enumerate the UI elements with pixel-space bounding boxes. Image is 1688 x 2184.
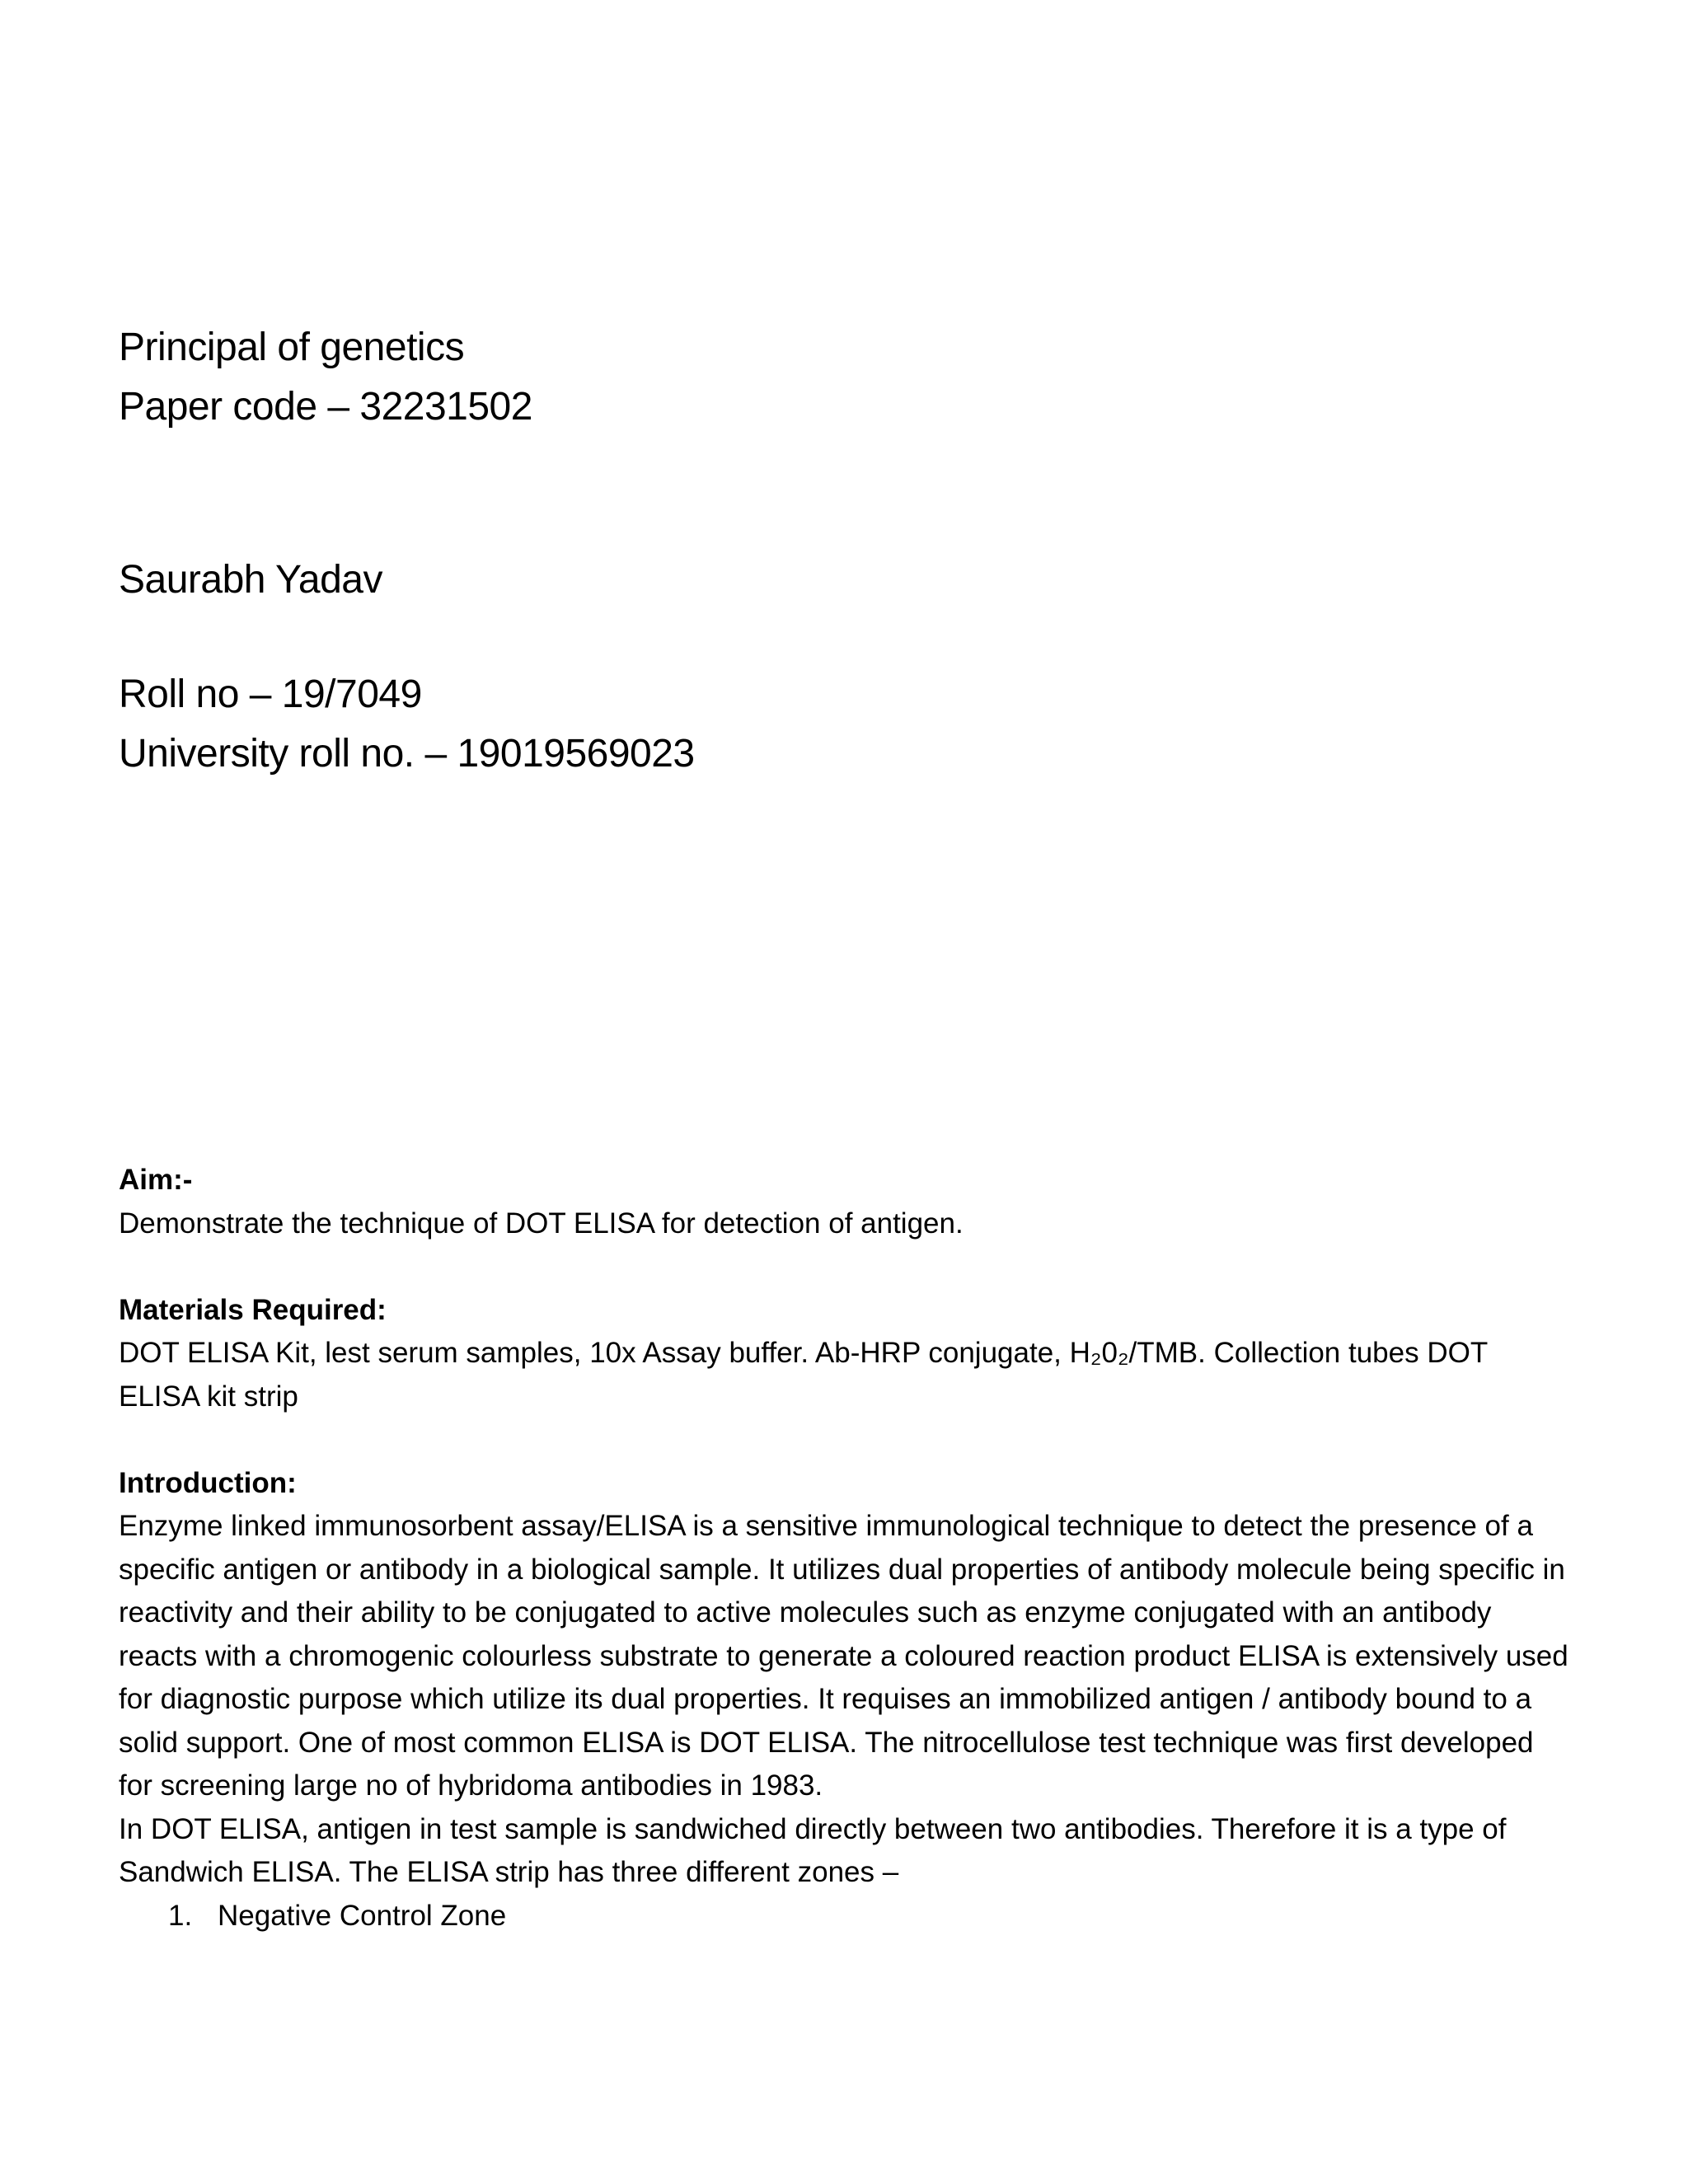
cover-block [119,318,1520,784]
introduction-paragraph-2: In DOT ELISA, antigen in test sample is sandwiched directly between two antibodies. Therefore it is a type of Sandwich ELISA. The ELISA strip has three different zones – [119,1812,1507,1888]
zones-list [119,1895,1569,1938]
list-item-number: 1. [168,1899,193,1932]
aim-text: Demonstrate the technique of DOT ELISA for detection of antigen. [119,1207,964,1240]
introduction-heading: Introduction: [119,1466,297,1499]
aim-heading: Aim:- [119,1164,193,1196]
university-roll-number: University roll no. – 19019569023 [119,732,695,776]
subject-title: Principal of genetics [119,326,465,369]
report-body [119,1159,1569,1938]
paper-code: Paper code – 32231502 [119,385,532,429]
materials-heading: Materials Required: [119,1293,387,1326]
introduction-paragraph-1: Enzyme linked immunosorbent assay/ELISA is a sensitive immunological technique to detect the presence of a specific antigen or antibody in a biological sample. It utilizes dual properties of antibody molecule being specific in reactivity and their ability to be conjugated to active molecules such as enzyme conjugated with an antibody reacts with a chromogenic colourless substrate to generate a coloured reaction product ELISA is extensively used for diagnostic purpose which utilize its dual properties. It requises an immobilized antigen / antibody bound to a solid support. One of most common ELISA is DOT ELISA. The nitrocellulose test technique was first developed for screening large no of hybridoma antibodies in 1983. [119,1510,1568,1802]
student-name: Saurabh Yadav [119,558,382,602]
materials-text: DOT ELISA Kit, lest serum samples, 10x Assay buffer. Ab-HRP conjugate, H₂0₂/TMB. Collection tubes DOT ELISA kit strip [119,1337,1488,1413]
list-item [119,1895,1569,1938]
list-item-label: Negative Control Zone [218,1899,507,1932]
roll-number: Roll no – 19/7049 [119,673,422,716]
